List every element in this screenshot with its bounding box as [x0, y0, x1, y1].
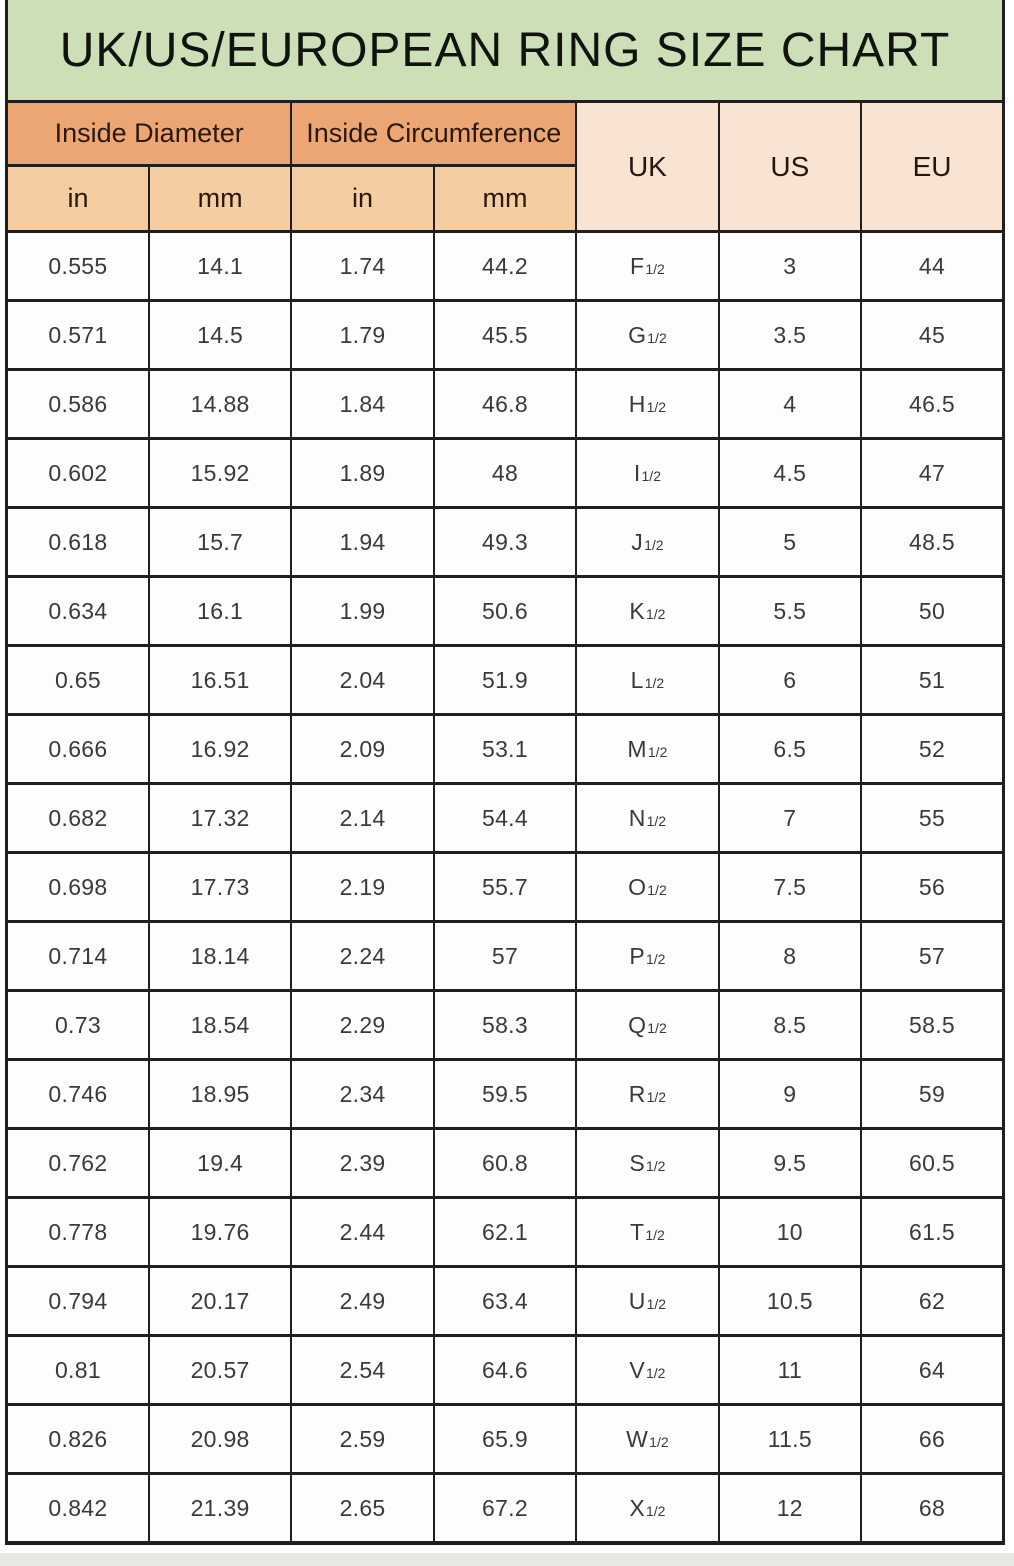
cell-inside-circumference-mm: 48 — [434, 439, 576, 508]
table-row — [7, 1267, 1004, 1336]
cell-inside-diameter-mm: 21.39 — [149, 1474, 291, 1544]
cell-inside-circumference-mm: 55.7 — [434, 853, 576, 922]
cell-us-size: 5 — [719, 508, 861, 577]
subheader-diameter-in: in — [7, 166, 149, 232]
cell-inside-diameter-in: 0.682 — [7, 784, 149, 853]
uk-size-fraction: 1/2 — [646, 398, 667, 415]
cell-inside-circumference-in: 2.19 — [291, 853, 433, 922]
subheader-circumference-in: in — [291, 166, 433, 232]
cell-inside-circumference-in: 2.65 — [291, 1474, 433, 1544]
table-row — [7, 1129, 1004, 1198]
table-row — [7, 1198, 1004, 1267]
cell-eu-size: 68 — [861, 1474, 1003, 1544]
cell-eu-size: 55 — [861, 784, 1003, 853]
cell-uk-size — [576, 715, 718, 784]
header-inside-diameter: Inside Diameter — [7, 102, 292, 166]
cell-inside-diameter-mm: 16.1 — [149, 577, 291, 646]
cell-us-size: 12 — [719, 1474, 861, 1544]
cell-uk-size — [576, 439, 718, 508]
uk-size-fraction: 1/2 — [645, 1502, 666, 1519]
cell-inside-circumference-in: 2.54 — [291, 1336, 433, 1405]
cell-inside-diameter-in: 0.65 — [7, 646, 149, 715]
cell-eu-size: 47 — [861, 439, 1003, 508]
cell-us-size: 4 — [719, 370, 861, 439]
cell-uk-size — [576, 1198, 718, 1267]
cell-inside-circumference-mm: 67.2 — [434, 1474, 576, 1544]
cell-inside-diameter-in: 0.618 — [7, 508, 149, 577]
cell-inside-diameter-in: 0.714 — [7, 922, 149, 991]
uk-size-fraction: 1/2 — [644, 536, 664, 553]
cell-uk-size — [576, 232, 718, 301]
cell-us-size: 9 — [719, 1060, 861, 1129]
cell-inside-circumference-in: 2.14 — [291, 784, 433, 853]
cell-inside-diameter-mm: 18.54 — [149, 991, 291, 1060]
table-row — [7, 853, 1004, 922]
cell-inside-diameter-mm: 17.73 — [149, 853, 291, 922]
uk-size-fraction: 1/2 — [647, 743, 668, 760]
cell-inside-circumference-mm: 45.5 — [434, 301, 576, 370]
group-header-row — [7, 102, 1004, 166]
uk-size-fraction: 1/2 — [647, 881, 667, 898]
cell-inside-diameter-mm: 20.98 — [149, 1405, 291, 1474]
cell-inside-diameter-mm: 15.92 — [149, 439, 291, 508]
cell-uk-size — [576, 1336, 718, 1405]
cell-uk-size — [576, 577, 718, 646]
uk-size-letter: T — [629, 1218, 645, 1245]
header-uk: UK — [576, 102, 718, 232]
uk-size-fraction: 1/2 — [645, 1364, 666, 1381]
cell-inside-circumference-mm: 54.4 — [434, 784, 576, 853]
header-us: US — [719, 102, 861, 232]
photo-edge-strip — [0, 1553, 1014, 1566]
cell-uk-size — [576, 370, 718, 439]
cell-inside-circumference-mm: 60.8 — [434, 1129, 576, 1198]
uk-size-fraction: 1/2 — [645, 950, 666, 967]
table-body — [7, 232, 1004, 1544]
cell-inside-circumference-mm: 49.3 — [434, 508, 576, 577]
cell-inside-circumference-in: 2.59 — [291, 1405, 433, 1474]
uk-size-letter: O — [628, 873, 647, 900]
cell-uk-size — [576, 646, 718, 715]
table-row — [7, 508, 1004, 577]
cell-us-size: 6 — [719, 646, 861, 715]
cell-eu-size: 57 — [861, 922, 1003, 991]
cell-inside-diameter-mm: 18.95 — [149, 1060, 291, 1129]
cell-inside-circumference-in: 2.34 — [291, 1060, 433, 1129]
cell-inside-diameter-mm: 14.88 — [149, 370, 291, 439]
cell-inside-diameter-in: 0.762 — [7, 1129, 149, 1198]
cell-eu-size: 64 — [861, 1336, 1003, 1405]
table-row — [7, 301, 1004, 370]
cell-inside-diameter-in: 0.586 — [7, 370, 149, 439]
cell-inside-diameter-in: 0.634 — [7, 577, 149, 646]
cell-inside-diameter-in: 0.666 — [7, 715, 149, 784]
cell-inside-diameter-in: 0.778 — [7, 1198, 149, 1267]
cell-uk-size — [576, 922, 718, 991]
uk-size-fraction: 1/2 — [649, 1433, 669, 1450]
cell-inside-diameter-in: 0.746 — [7, 1060, 149, 1129]
ring-size-table — [5, 0, 1005, 1545]
uk-size-letter: M — [627, 735, 647, 762]
title-row — [7, 0, 1004, 102]
cell-eu-size: 58.5 — [861, 991, 1003, 1060]
table-row — [7, 646, 1004, 715]
table-row — [7, 922, 1004, 991]
cell-inside-circumference-mm: 65.9 — [434, 1405, 576, 1474]
cell-uk-size — [576, 784, 718, 853]
cell-inside-diameter-in: 0.571 — [7, 301, 149, 370]
uk-size-fraction: 1/2 — [647, 329, 667, 346]
uk-size-letter: L — [630, 666, 644, 693]
table-row — [7, 232, 1004, 301]
cell-us-size: 9.5 — [719, 1129, 861, 1198]
cell-eu-size: 52 — [861, 715, 1003, 784]
cell-uk-size — [576, 1405, 718, 1474]
cell-uk-size — [576, 301, 718, 370]
cell-inside-diameter-mm: 14.1 — [149, 232, 291, 301]
cell-inside-circumference-mm: 57 — [434, 922, 576, 991]
cell-us-size: 10 — [719, 1198, 861, 1267]
uk-size-letter: U — [628, 1287, 646, 1314]
cell-eu-size: 61.5 — [861, 1198, 1003, 1267]
uk-size-fraction: 1/2 — [646, 812, 667, 829]
uk-size-letter: G — [628, 321, 647, 348]
cell-inside-diameter-in: 0.842 — [7, 1474, 149, 1544]
cell-inside-diameter-in: 0.794 — [7, 1267, 149, 1336]
cell-inside-circumference-mm: 59.5 — [434, 1060, 576, 1129]
subheader-circumference-mm: mm — [434, 166, 576, 232]
cell-inside-circumference-mm: 44.2 — [434, 232, 576, 301]
uk-size-fraction: 1/2 — [645, 605, 666, 622]
cell-inside-circumference-mm: 58.3 — [434, 991, 576, 1060]
uk-size-letter: V — [629, 1356, 645, 1383]
cell-us-size: 3.5 — [719, 301, 861, 370]
table-row — [7, 370, 1004, 439]
cell-inside-circumference-mm: 46.8 — [434, 370, 576, 439]
cell-uk-size — [576, 1060, 718, 1129]
cell-inside-circumference-in: 2.44 — [291, 1198, 433, 1267]
cell-inside-circumference-mm: 51.9 — [434, 646, 576, 715]
cell-inside-circumference-in: 1.84 — [291, 370, 433, 439]
cell-us-size: 5.5 — [719, 577, 861, 646]
table-row — [7, 1474, 1004, 1544]
uk-size-fraction: 1/2 — [645, 1157, 666, 1174]
cell-us-size: 3 — [719, 232, 861, 301]
cell-inside-diameter-mm: 18.14 — [149, 922, 291, 991]
cell-inside-diameter-in: 0.602 — [7, 439, 149, 508]
cell-inside-diameter-in: 0.81 — [7, 1336, 149, 1405]
table-row — [7, 439, 1004, 508]
cell-uk-size — [576, 853, 718, 922]
cell-eu-size: 59 — [861, 1060, 1003, 1129]
uk-size-letter: F — [629, 252, 645, 279]
cell-us-size: 8 — [719, 922, 861, 991]
cell-inside-circumference-mm: 63.4 — [434, 1267, 576, 1336]
cell-us-size: 11.5 — [719, 1405, 861, 1474]
cell-inside-diameter-in: 0.555 — [7, 232, 149, 301]
cell-eu-size: 48.5 — [861, 508, 1003, 577]
cell-inside-diameter-in: 0.73 — [7, 991, 149, 1060]
cell-eu-size: 46.5 — [861, 370, 1003, 439]
table-row — [7, 577, 1004, 646]
cell-us-size: 11 — [719, 1336, 861, 1405]
cell-inside-circumference-mm: 64.6 — [434, 1336, 576, 1405]
cell-us-size: 6.5 — [719, 715, 861, 784]
cell-inside-diameter-mm: 14.5 — [149, 301, 291, 370]
cell-inside-circumference-in: 1.99 — [291, 577, 433, 646]
cell-inside-circumference-in: 1.74 — [291, 232, 433, 301]
cell-inside-circumference-in: 1.94 — [291, 508, 433, 577]
uk-size-fraction: 1/2 — [645, 260, 665, 277]
uk-size-fraction: 1/2 — [647, 1019, 667, 1036]
cell-eu-size: 56 — [861, 853, 1003, 922]
subheader-diameter-mm: mm — [149, 166, 291, 232]
uk-size-letter: I — [633, 459, 641, 486]
cell-eu-size: 45 — [861, 301, 1003, 370]
table-row — [7, 1336, 1004, 1405]
cell-inside-circumference-in: 2.09 — [291, 715, 433, 784]
cell-inside-circumference-in: 2.29 — [291, 991, 433, 1060]
cell-inside-circumference-mm: 50.6 — [434, 577, 576, 646]
header-eu: EU — [861, 102, 1003, 232]
cell-inside-diameter-mm: 15.7 — [149, 508, 291, 577]
cell-inside-diameter-mm: 16.51 — [149, 646, 291, 715]
uk-size-letter: Q — [628, 1011, 647, 1038]
cell-us-size: 7.5 — [719, 853, 861, 922]
cell-us-size: 10.5 — [719, 1267, 861, 1336]
cell-inside-circumference-in: 2.04 — [291, 646, 433, 715]
table-row — [7, 991, 1004, 1060]
uk-size-letter: S — [629, 1149, 645, 1176]
cell-us-size: 8.5 — [719, 991, 861, 1060]
cell-inside-diameter-mm: 19.4 — [149, 1129, 291, 1198]
cell-inside-circumference-mm: 62.1 — [434, 1198, 576, 1267]
cell-eu-size: 66 — [861, 1405, 1003, 1474]
cell-us-size: 4.5 — [719, 439, 861, 508]
cell-inside-circumference-in: 2.39 — [291, 1129, 433, 1198]
cell-inside-circumference-in: 2.49 — [291, 1267, 433, 1336]
uk-size-fraction: 1/2 — [645, 1226, 665, 1243]
cell-inside-diameter-mm: 19.76 — [149, 1198, 291, 1267]
cell-uk-size — [576, 508, 718, 577]
uk-size-letter: N — [628, 804, 646, 831]
cell-eu-size: 60.5 — [861, 1129, 1003, 1198]
cell-eu-size: 44 — [861, 232, 1003, 301]
uk-size-letter: R — [628, 1080, 646, 1107]
cell-inside-diameter-mm: 20.57 — [149, 1336, 291, 1405]
cell-inside-circumference-mm: 53.1 — [434, 715, 576, 784]
cell-inside-diameter-mm: 16.92 — [149, 715, 291, 784]
header-inside-circumference: Inside Circumference — [291, 102, 576, 166]
uk-size-letter: X — [629, 1494, 645, 1521]
uk-size-fraction: 1/2 — [646, 1088, 667, 1105]
cell-inside-circumference-in: 2.24 — [291, 922, 433, 991]
cell-uk-size — [576, 1267, 718, 1336]
uk-size-letter: W — [626, 1425, 649, 1452]
uk-size-letter: H — [628, 390, 646, 417]
cell-us-size: 7 — [719, 784, 861, 853]
cell-inside-diameter-mm: 17.32 — [149, 784, 291, 853]
table-row — [7, 784, 1004, 853]
table-row — [7, 1060, 1004, 1129]
uk-size-fraction: 1/2 — [646, 1295, 667, 1312]
cell-eu-size: 62 — [861, 1267, 1003, 1336]
uk-size-letter: P — [629, 942, 645, 969]
cell-uk-size — [576, 1474, 718, 1544]
table-row — [7, 1405, 1004, 1474]
cell-inside-circumference-in: 1.89 — [291, 439, 433, 508]
cell-eu-size: 50 — [861, 577, 1003, 646]
cell-inside-diameter-in: 0.826 — [7, 1405, 149, 1474]
uk-size-fraction: 1/2 — [644, 674, 665, 691]
chart-title: UK/US/EUROPEAN RING SIZE CHART — [7, 0, 1004, 102]
cell-uk-size — [576, 991, 718, 1060]
uk-size-letter: K — [629, 597, 645, 624]
cell-inside-circumference-in: 1.79 — [291, 301, 433, 370]
uk-size-letter: J — [631, 528, 644, 555]
cell-inside-diameter-in: 0.698 — [7, 853, 149, 922]
cell-eu-size: 51 — [861, 646, 1003, 715]
uk-size-fraction: 1/2 — [641, 467, 661, 484]
table-row — [7, 715, 1004, 784]
cell-uk-size — [576, 1129, 718, 1198]
cell-inside-diameter-mm: 20.17 — [149, 1267, 291, 1336]
